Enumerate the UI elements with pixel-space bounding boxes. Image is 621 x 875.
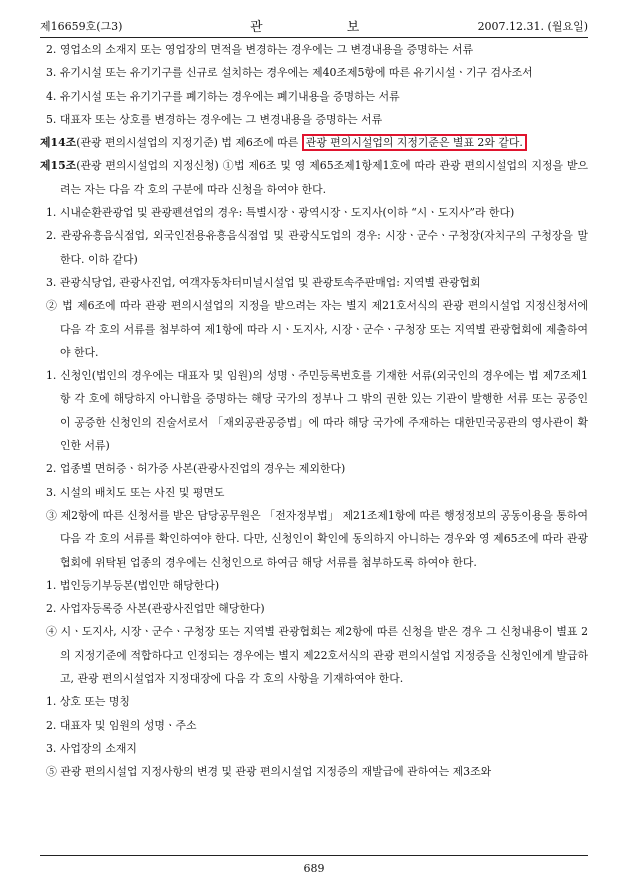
text-line: 1. 법인등기부등본(법인만 해당한다) [46, 578, 220, 592]
highlighted-clause: 관광 편의시설업의 지정기준은 별표 2와 같다. [302, 134, 527, 151]
document-body [40, 38, 588, 784]
text-line: ④ 시ㆍ도지사, 시장ㆍ군수ㆍ구청장 또는 지역별 관광협회는 제2항에 따른 신청을 받은 경우 그 신청내용이 별표 2의 지정기준에 적합하다고 인정되는 경우에는 별지 제22호서식의 관광 편의시설업 지정증을 신청인에게 발급하고, 관광 편의시설업자 지정대장에 다음 각 호의 사항을 기재하여야 한다. [46, 625, 588, 686]
text-line: ③ 제2항에 따른 신청서를 받은 담당공무원은 「전자정부법」 제21조제1항에 따른 행정정보의 공동이용을 통하여 다음 각 호의 서류를 확인하여야 한다. 다만, 신청인이 확인에 동의하지 아니하는 경우와 영 제65조에 따라 관광협회에 위탁된 업종의 경우에는 신청인으로 하여금 해당 서류를 첨부하도록 하여야 한다. [46, 508, 588, 569]
text-line: 4. 유기시설 또는 유기기구를 폐기하는 경우에는 폐기내용을 증명하는 서류 [46, 89, 400, 103]
footer-rule [40, 855, 588, 856]
text-line: ② 법 제6조에 따라 관광 편의시설업의 지정을 받으려는 자는 별지 제21호서식의 관광 편의시설업 지정신청서에 다음 각 호의 서류를 첨부하여 제1항에 따라 시ㆍ도지사, 시장ㆍ군수ㆍ구청장 또는 지역별 관광협회에 제출하여야 한다. [46, 299, 588, 359]
page-number: 689 [303, 862, 325, 875]
article-15-text: (관광 편의시설업의 지정신청) ①법 제6조 및 영 제65조제1항제1호에 따라 관광 편의시설업의 지정을 받으려는 자는 다음 각 호의 구분에 따라 신청을 하여야 한다. [60, 159, 588, 196]
text-line: 3. 유기시설 또는 유기기구를 신규로 설치하는 경우에는 제40조제5항에 따른 유기시설ㆍ기구 검사조서 [46, 66, 533, 80]
text-line: 1. 상호 또는 명칭 [46, 695, 130, 709]
text-line: 2. 업종별 면허증ㆍ허가증 사본(관광사진업의 경우는 제외한다) [46, 462, 346, 476]
text-line: 2. 사업자등록증 사본(관광사진업만 해당한다) [46, 602, 265, 616]
text-line: ⑤ 관광 편의시설업 지정사항의 변경 및 관광 편의시설업 지정증의 재발급에 관하여는 제3조와 [46, 765, 492, 779]
text-line: 5. 대표자 또는 상호를 변경하는 경우에는 그 변경내용을 증명하는 서류 [46, 112, 383, 126]
text-line: 3. 관광식당업, 관광사진업, 여객자동차터미널시설업 및 관광토속주판매업: 지역별 관광협회 [46, 275, 481, 289]
gazette-page [40, 14, 588, 875]
page-header [40, 14, 588, 36]
issue-number: 제16659호(그3) [40, 20, 123, 33]
text-line: 2. 대표자 및 임원의 성명ㆍ주소 [46, 718, 197, 732]
article-14 [40, 131, 588, 154]
article-14-label: 제14조 [40, 136, 77, 150]
text-line: 3. 시설의 배치도 또는 사진 및 평면도 [46, 485, 225, 499]
article-15 [40, 154, 588, 201]
text-line: 2. 영업소의 소재지 또는 영업장의 면적을 변경하는 경우에는 그 변경내용을 증명하는 서류 [46, 43, 474, 56]
article-14-text: (관광 편의시설업의 지정기준) 법 제6조에 따른 [76, 136, 302, 150]
gazette-title: 관 보 [250, 20, 400, 35]
text-line: 1. 시내순환관광업 및 관광펜션업의 경우: 특별시장ㆍ광역시장ㆍ도지사(이하 “시ㆍ도지사”라 한다) [46, 206, 515, 220]
text-line: 1. 신청인(법인의 경우에는 대표자 및 임원)의 성명ㆍ주민등록번호를 기재한 서류(외국인의 경우에는 법 제7조제1항 각 호에 해당하지 아니함을 증명하는 해당 국가의 정부나 그 밖의 권한 있는 기관이 발행한 서류 또는 공증인이 공증한 신청인의 진술서로서 「재외공관공증법」에 따라 해당 국가에 주재하는 대한민국공관의 영사관이 확인한 서류) [46, 369, 588, 453]
text-line: 3. 사업장의 소재지 [46, 741, 137, 755]
issue-date: 2007.12.31. (월요일) [477, 20, 588, 33]
text-line: 2. 관광유흥음식점업, 외국인전용유흥음식점업 및 관광식도업의 경우: 시장ㆍ군수ㆍ구청장(자치구의 구청장을 말한다. 이하 같다) [46, 229, 588, 266]
article-15-label: 제15조 [40, 159, 77, 173]
